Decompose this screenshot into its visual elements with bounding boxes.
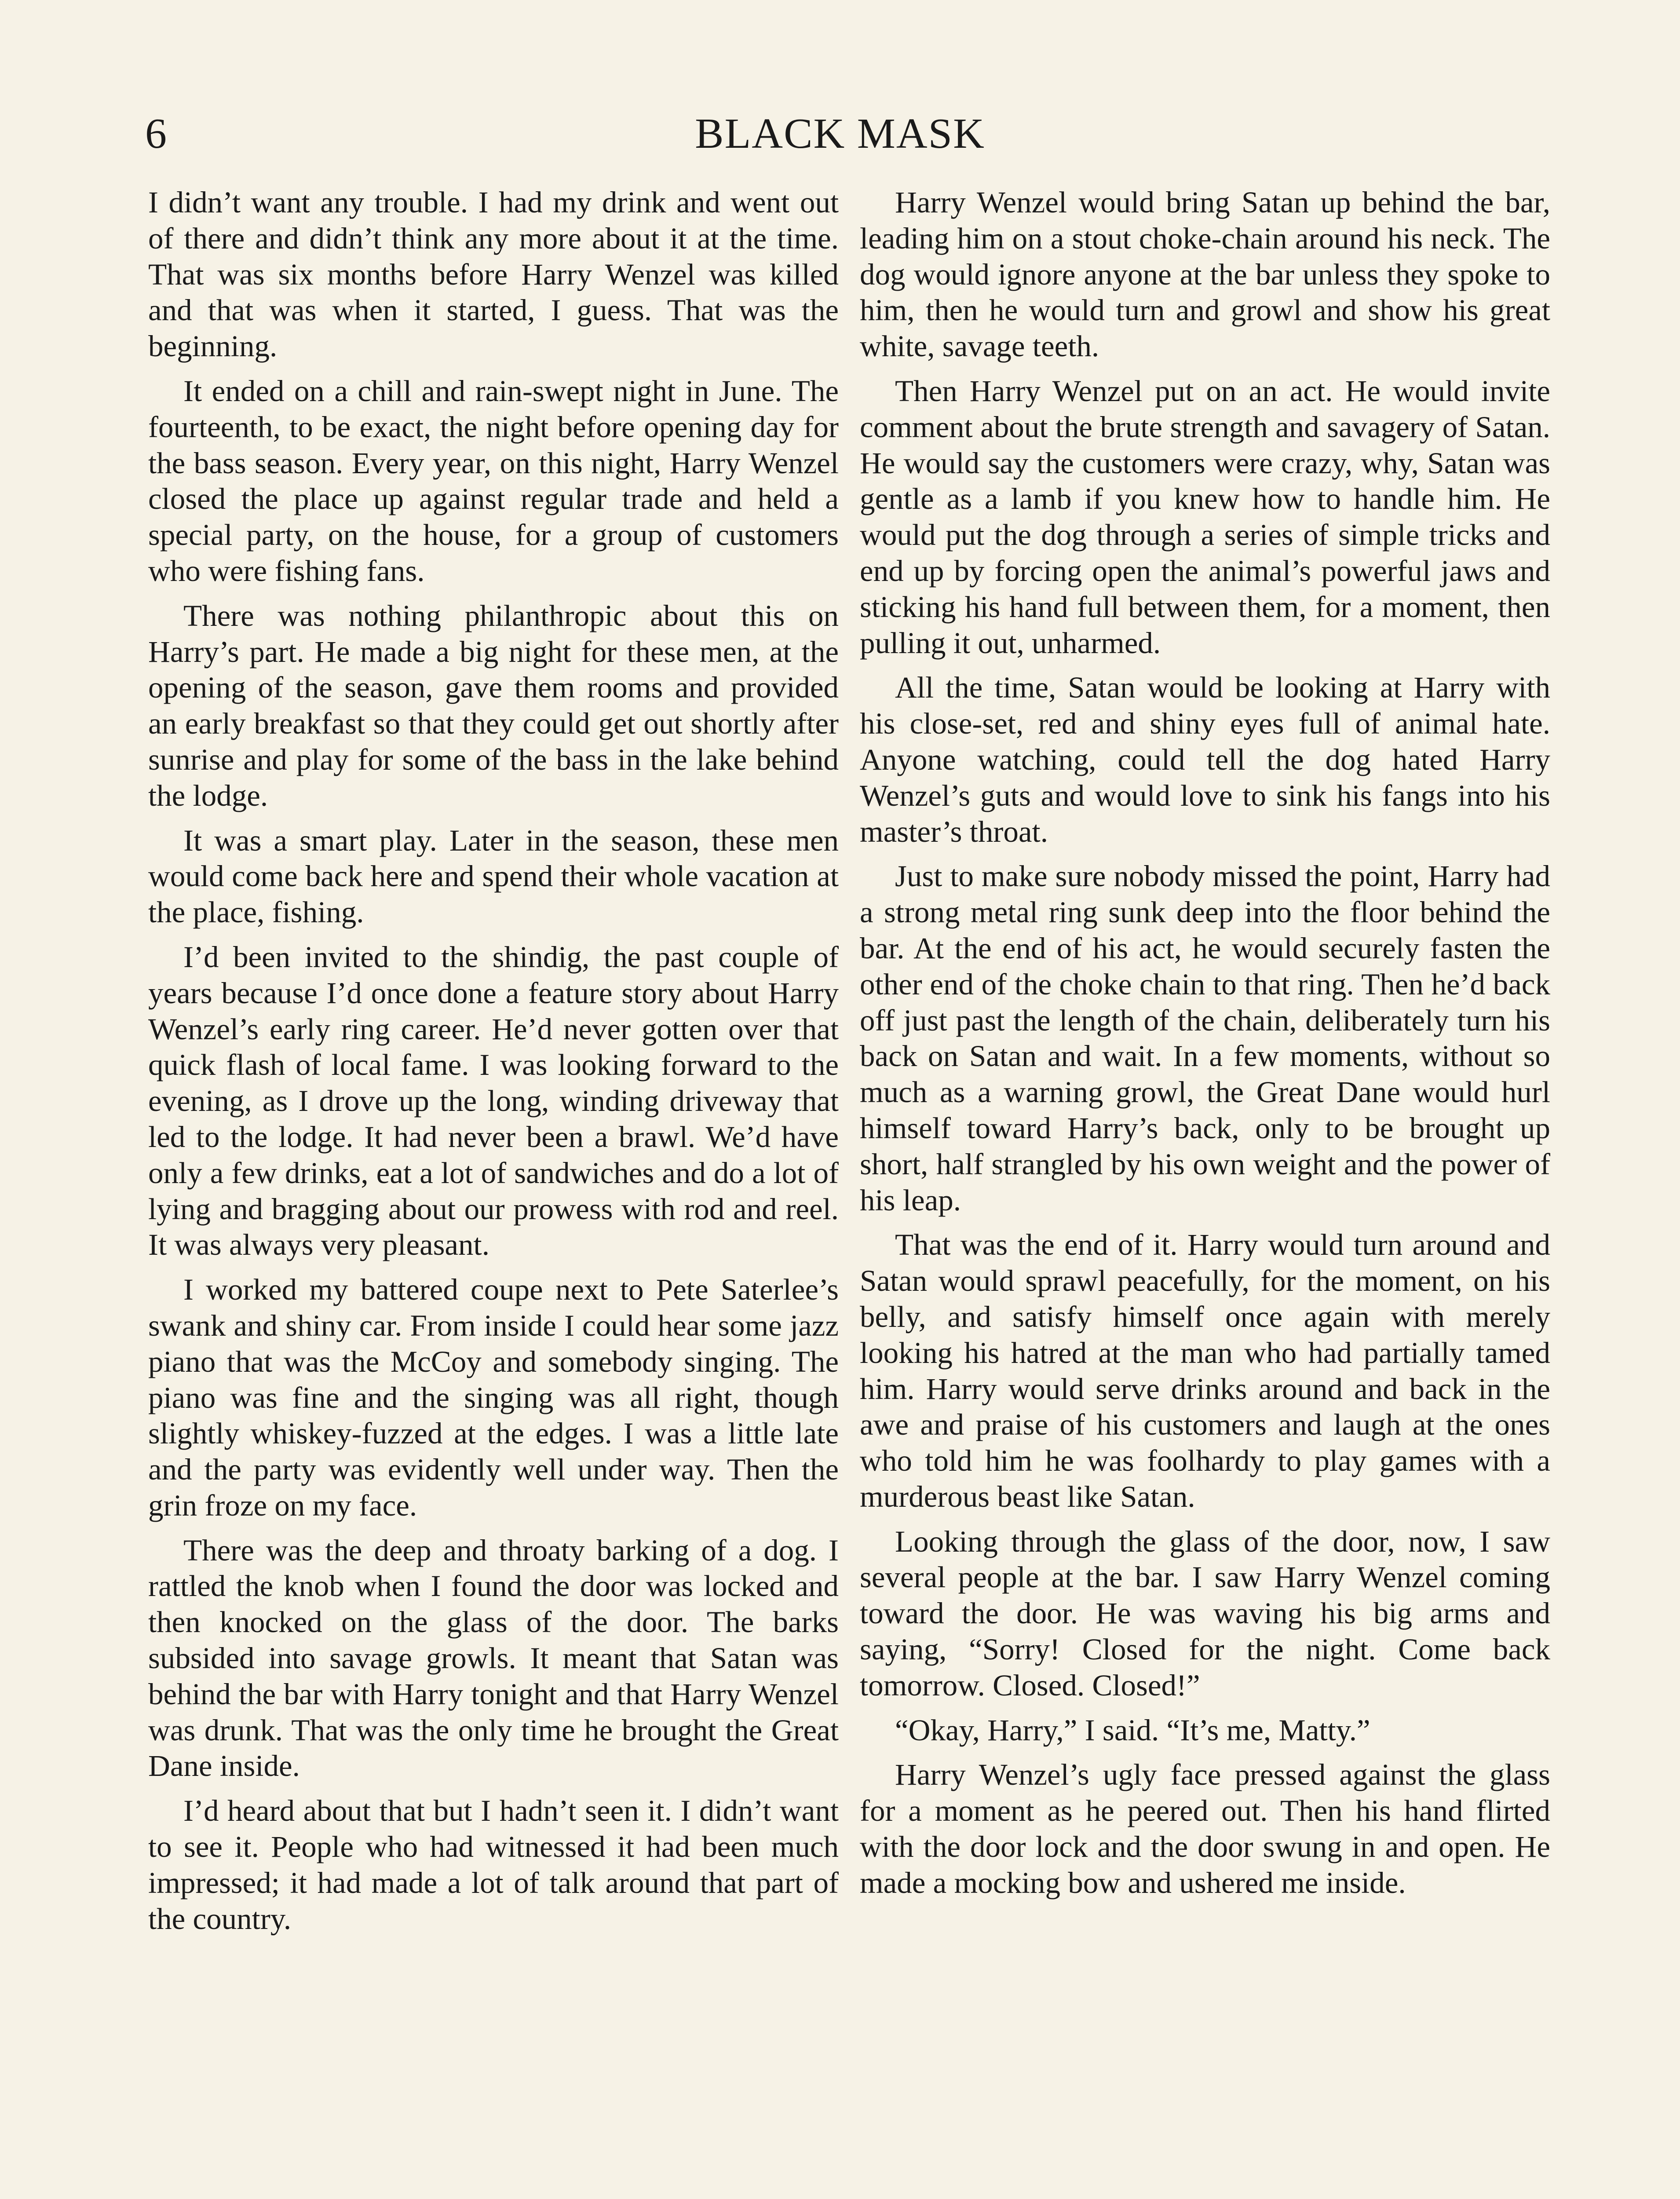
paragraph: It was a smart play. Later in the season, these men would come back here and spend their whole vacation at the place, fishing. <box>148 823 839 929</box>
right-column <box>860 185 1550 1910</box>
paragraph: All the time, Satan would be looking at Harry with his close-set, red and shiny eyes full of animal hate. Anyone watching, could tell the dog hated Harry Wenzel’s guts and would love to sink his fangs into his master’s throat. <box>860 671 1550 848</box>
paragraph: That was the end of it. Harry would turn around and Satan would sprawl peacefully, for the moment, on his belly, and satisfy himself once again with merely looking his hatred at the man who had partially tamed him. Harry would serve drinks around and back in the awe and praise of his customers and laugh at the ones who told him he was foolhardy to play games with a murderous beast like Satan. <box>860 1228 1550 1513</box>
page-number: 6 <box>145 110 167 157</box>
paragraph: Looking through the glass of the door, now, I saw several people at the bar. I saw Harry Wenzel coming toward the door. He was waving his big arms and saying, “Sorry! Closed for the night. Come back tomorrow. Closed. Closed!” <box>860 1524 1550 1702</box>
paragraph: There was nothing philanthropic about this on Harry’s part. He made a big night for these men, at the opening of the season, gave them rooms and provided an early breakfast so that they could get out shortly after sunrise and play for some of the bass in the lake behind the lodge. <box>148 599 839 812</box>
paragraph: Harry Wenzel would bring Satan up behind the bar, leading him on a stout choke-chain around his neck. The dog would ignore anyone at the bar unless they spoke to him, then he would turn and growl and show his great white, savage teeth. <box>860 186 1550 363</box>
paragraph: There was the deep and throaty barking of a dog. I rattled the knob when I found the door was locked and then knocked on the glass of the door. The barks subsided into savage growls. It meant that Satan was behind the bar with Harry tonight and that Harry Wenzel was drunk. That was the only time he brought the Great Dane inside. <box>148 1533 839 1783</box>
paragraph: I’d been invited to the shindig, the past couple of years because I’d once done a feature story about Harry Wenzel’s early ring career. He’d never gotten over that quick flash of local fame. I was looking forward to the evening, as I drove up the long, winding driveway that led to the lodge. It had never been a brawl. We’d have only a few drinks, eat a lot of sandwiches and do a lot of lying and bragging about our prowess with rod and reel. It was always very pleasant. <box>148 940 839 1262</box>
left-column <box>148 185 839 1946</box>
paragraph: Then Harry Wenzel put on an act. He would invite comment about the brute strength and savagery of Satan. He would say the customers were crazy, why, Satan was gentle as a lamb if you knew how to handle him. He would put the dog through a series of simple tricks and end up by forcing open the animal’s powerful jaws and sticking his hand full between them, for a moment, then pulling it out, unharmed. <box>860 374 1550 660</box>
paragraph: Just to make sure nobody missed the point, Harry had a strong metal ring sunk deep into the floor behind the bar. At the end of his act, he would securely fasten the other end of the choke chain to that ring. Then he’d back off just past the length of the chain, deliberately turn his back on Satan and wait. In a few moments, without so much as a warning growl, the Great Dane would hurl himself toward Harry’s back, only to be brought up short, half strangled by his own weight and the power of his leap. <box>860 859 1550 1217</box>
paragraph: Harry Wenzel’s ugly face pressed against the glass for a moment as he peered out. Then his hand flirted with the door lock and the door swung in and open. He made a mocking bow and ushered me inside. <box>860 1758 1550 1899</box>
running-title: BLACK MASK <box>695 110 985 157</box>
paragraph: I’d heard about that but I hadn’t seen it. I didn’t want to see it. People who had witnessed it had been much impressed; it had made a lot of talk around that part of the country. <box>148 1794 839 1936</box>
paragraph: It ended on a chill and rain-swept night in June. The fourteenth, to be exact, the night before opening day for the bass season. Every year, on this night, Harry Wenzel closed the place up against regular trade and held a special party, on the house, for a group of customers who were fishing fans. <box>148 374 839 588</box>
paragraph: “Okay, Harry,” I said. “It’s me, Matty.” <box>895 1713 1370 1747</box>
paragraph: I didn’t want any trouble. I had my drink and went out of there and didn’t think any more about it at the time. That was six months before Harry Wenzel was killed and that was when it started, I guess. That was the beginning. <box>148 186 839 363</box>
paragraph: I worked my battered coupe next to Pete Saterlee’s swank and shiny car. From inside I could hear some jazz piano that was the McCoy and somebody singing. The piano was fine and the singing was all right, though slightly whiskey-fuzzed at the edges. I was a little late and the party was evidently well under way. Then the grin froze on my face. <box>148 1273 839 1522</box>
